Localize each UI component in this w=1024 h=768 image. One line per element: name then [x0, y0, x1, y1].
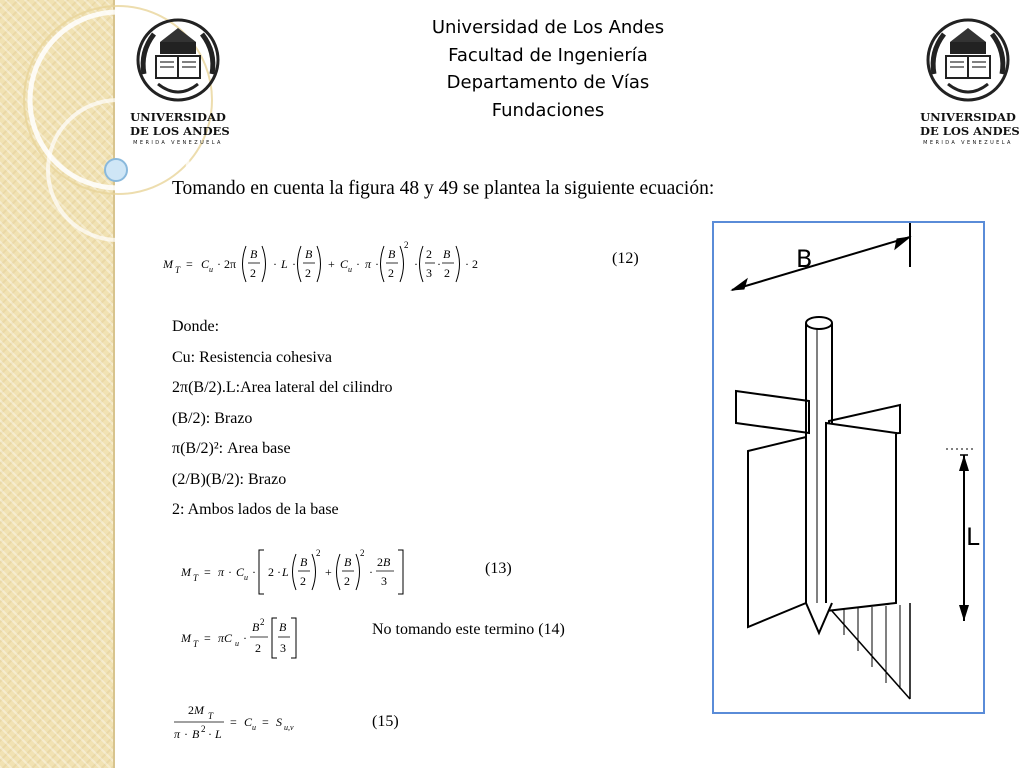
svg-text:3: 3 [426, 266, 432, 280]
svg-text:B: B [250, 247, 258, 261]
svg-text:=: = [262, 715, 269, 729]
svg-text:2M: 2M [188, 703, 204, 717]
svg-text:2B: 2B [377, 555, 391, 569]
logo-name-line1: UNIVERSIDAD [920, 110, 1016, 124]
svg-text:·: · [414, 257, 418, 271]
header-faculty: Facultad de Ingeniería [448, 44, 648, 66]
svg-text:u: u [244, 573, 248, 582]
svg-text:·: · [437, 257, 441, 271]
svg-text:C: C [244, 715, 253, 729]
svg-text:M: M [181, 565, 191, 579]
svg-text:·: · [356, 257, 360, 271]
svg-text:2: 2 [250, 266, 256, 280]
svg-text:T: T [193, 639, 199, 649]
svg-text:·: · [369, 565, 373, 579]
svg-text:2: 2 [360, 548, 365, 558]
svg-text:u: u [235, 639, 239, 648]
svg-text:·: · [184, 727, 188, 741]
svg-text:u: u [252, 723, 256, 732]
svg-text:π: π [365, 257, 372, 271]
svg-text:2: 2 [388, 266, 394, 280]
svg-text:· 2: · 2 [465, 257, 478, 271]
header-university: Universidad de Los Andes [431, 17, 665, 38]
svg-text:π: π [218, 565, 225, 579]
svg-text:L: L [281, 257, 288, 271]
header-department: Departamento de Vías [446, 72, 650, 93]
svg-text:2: 2 [444, 266, 450, 280]
svg-text:2 ·: 2 · [268, 565, 281, 579]
legend-item: π(B/2)²: Area base [172, 440, 291, 457]
svg-text:T: T [208, 711, 214, 721]
svg-text:2: 2 [316, 548, 321, 558]
svg-text:·: · [252, 565, 256, 579]
svg-text:M: M [163, 257, 173, 271]
equation-12 [160, 236, 490, 290]
header-course: Fundaciones [491, 99, 605, 121]
legend-item: 2π(B/2).L:Area lateral del cilindro [172, 379, 393, 396]
legend-item: Cu: Resistencia cohesiva [172, 348, 332, 366]
svg-text:B: B [279, 620, 287, 634]
svg-text:u: u [209, 265, 213, 274]
svg-text:T: T [193, 573, 199, 583]
slide-header [300, 14, 796, 124]
decorative-dot [105, 159, 127, 181]
svg-text:=: = [204, 631, 211, 645]
svg-text:·: · [228, 565, 232, 579]
svg-text:B: B [388, 247, 396, 261]
svg-text:2: 2 [344, 574, 350, 588]
equation-14-label: No tomando este termino (14) [372, 621, 565, 638]
svg-text:B: B [192, 727, 200, 741]
svg-text:·: · [375, 257, 379, 271]
svg-text:+: + [325, 565, 332, 579]
svg-text:3: 3 [381, 574, 387, 588]
logo-name-line2: DE LOS ANDES [920, 124, 1020, 138]
university-logo-left [130, 12, 230, 150]
svg-text:M: M [181, 631, 191, 645]
svg-text:B: B [300, 555, 308, 569]
svg-text:2: 2 [260, 617, 265, 627]
svg-text:2: 2 [426, 247, 432, 261]
logo-subtitle: MERIDA VENEZUELA [133, 140, 223, 146]
svg-text:=: = [230, 715, 237, 729]
svg-text:B: B [305, 247, 313, 261]
svg-text:B: B [443, 247, 451, 261]
svg-text:2: 2 [201, 724, 206, 734]
dimension-b-label: B [796, 245, 813, 273]
vane-shear-diagram [714, 223, 983, 712]
svg-text:C: C [340, 257, 349, 271]
svg-text:+: + [328, 257, 335, 271]
university-logo-right [920, 12, 1020, 150]
legend-item: (2/B)(B/2): Brazo [172, 470, 287, 488]
svg-text:S: S [276, 715, 282, 729]
svg-text:2: 2 [300, 574, 306, 588]
svg-text:L: L [282, 565, 289, 579]
logo-subtitle: MERIDA VENEZUELA [923, 140, 1013, 146]
svg-text:B: B [344, 555, 352, 569]
logo-name-line1: UNIVERSIDAD [130, 110, 226, 124]
svg-text:L: L [215, 727, 222, 741]
dimension-l-label: L [966, 523, 980, 551]
svg-text:·: · [292, 257, 296, 271]
legend-item: 2: Ambos lados de la base [172, 501, 339, 518]
svg-text:πC: πC [218, 631, 233, 645]
svg-text:2: 2 [404, 240, 409, 250]
svg-text:u: u [348, 265, 352, 274]
equation-13 [178, 544, 418, 600]
svg-text:=: = [186, 257, 193, 271]
legend-item: Donde: [172, 318, 220, 335]
svg-text:2: 2 [305, 266, 311, 280]
svg-text:=: = [204, 565, 211, 579]
svg-text:T: T [175, 265, 181, 275]
equation-14 [178, 612, 308, 662]
svg-text:B: B [252, 620, 260, 634]
svg-text:3: 3 [280, 641, 286, 655]
equation-13-label: (13) [485, 560, 512, 577]
svg-text:u,v: u,v [284, 723, 294, 732]
equation-15-label: (15) [372, 713, 399, 730]
intro-sentence: Tomando en cuenta la figura 48 y 49 se plantea la siguiente ecuación: [172, 178, 715, 199]
svg-text:·: · [208, 727, 212, 741]
crest-emblem-icon [130, 12, 226, 108]
svg-text:C: C [236, 565, 245, 579]
svg-text:π: π [174, 727, 181, 741]
variable-legend [172, 312, 392, 526]
svg-text:C: C [201, 257, 210, 271]
svg-text:2: 2 [255, 641, 261, 655]
crest-emblem-icon [920, 12, 1016, 108]
vane-figure [712, 221, 985, 714]
equation-12-label: (12) [612, 250, 639, 267]
logo-name-line2: DE LOS ANDES [130, 124, 230, 138]
legend-item: (B/2): Brazo [172, 409, 253, 427]
equation-15 [170, 694, 330, 748]
svg-text:·: · [273, 257, 277, 271]
svg-text:·: · [243, 631, 247, 645]
svg-text:· 2π: · 2π [217, 257, 237, 271]
